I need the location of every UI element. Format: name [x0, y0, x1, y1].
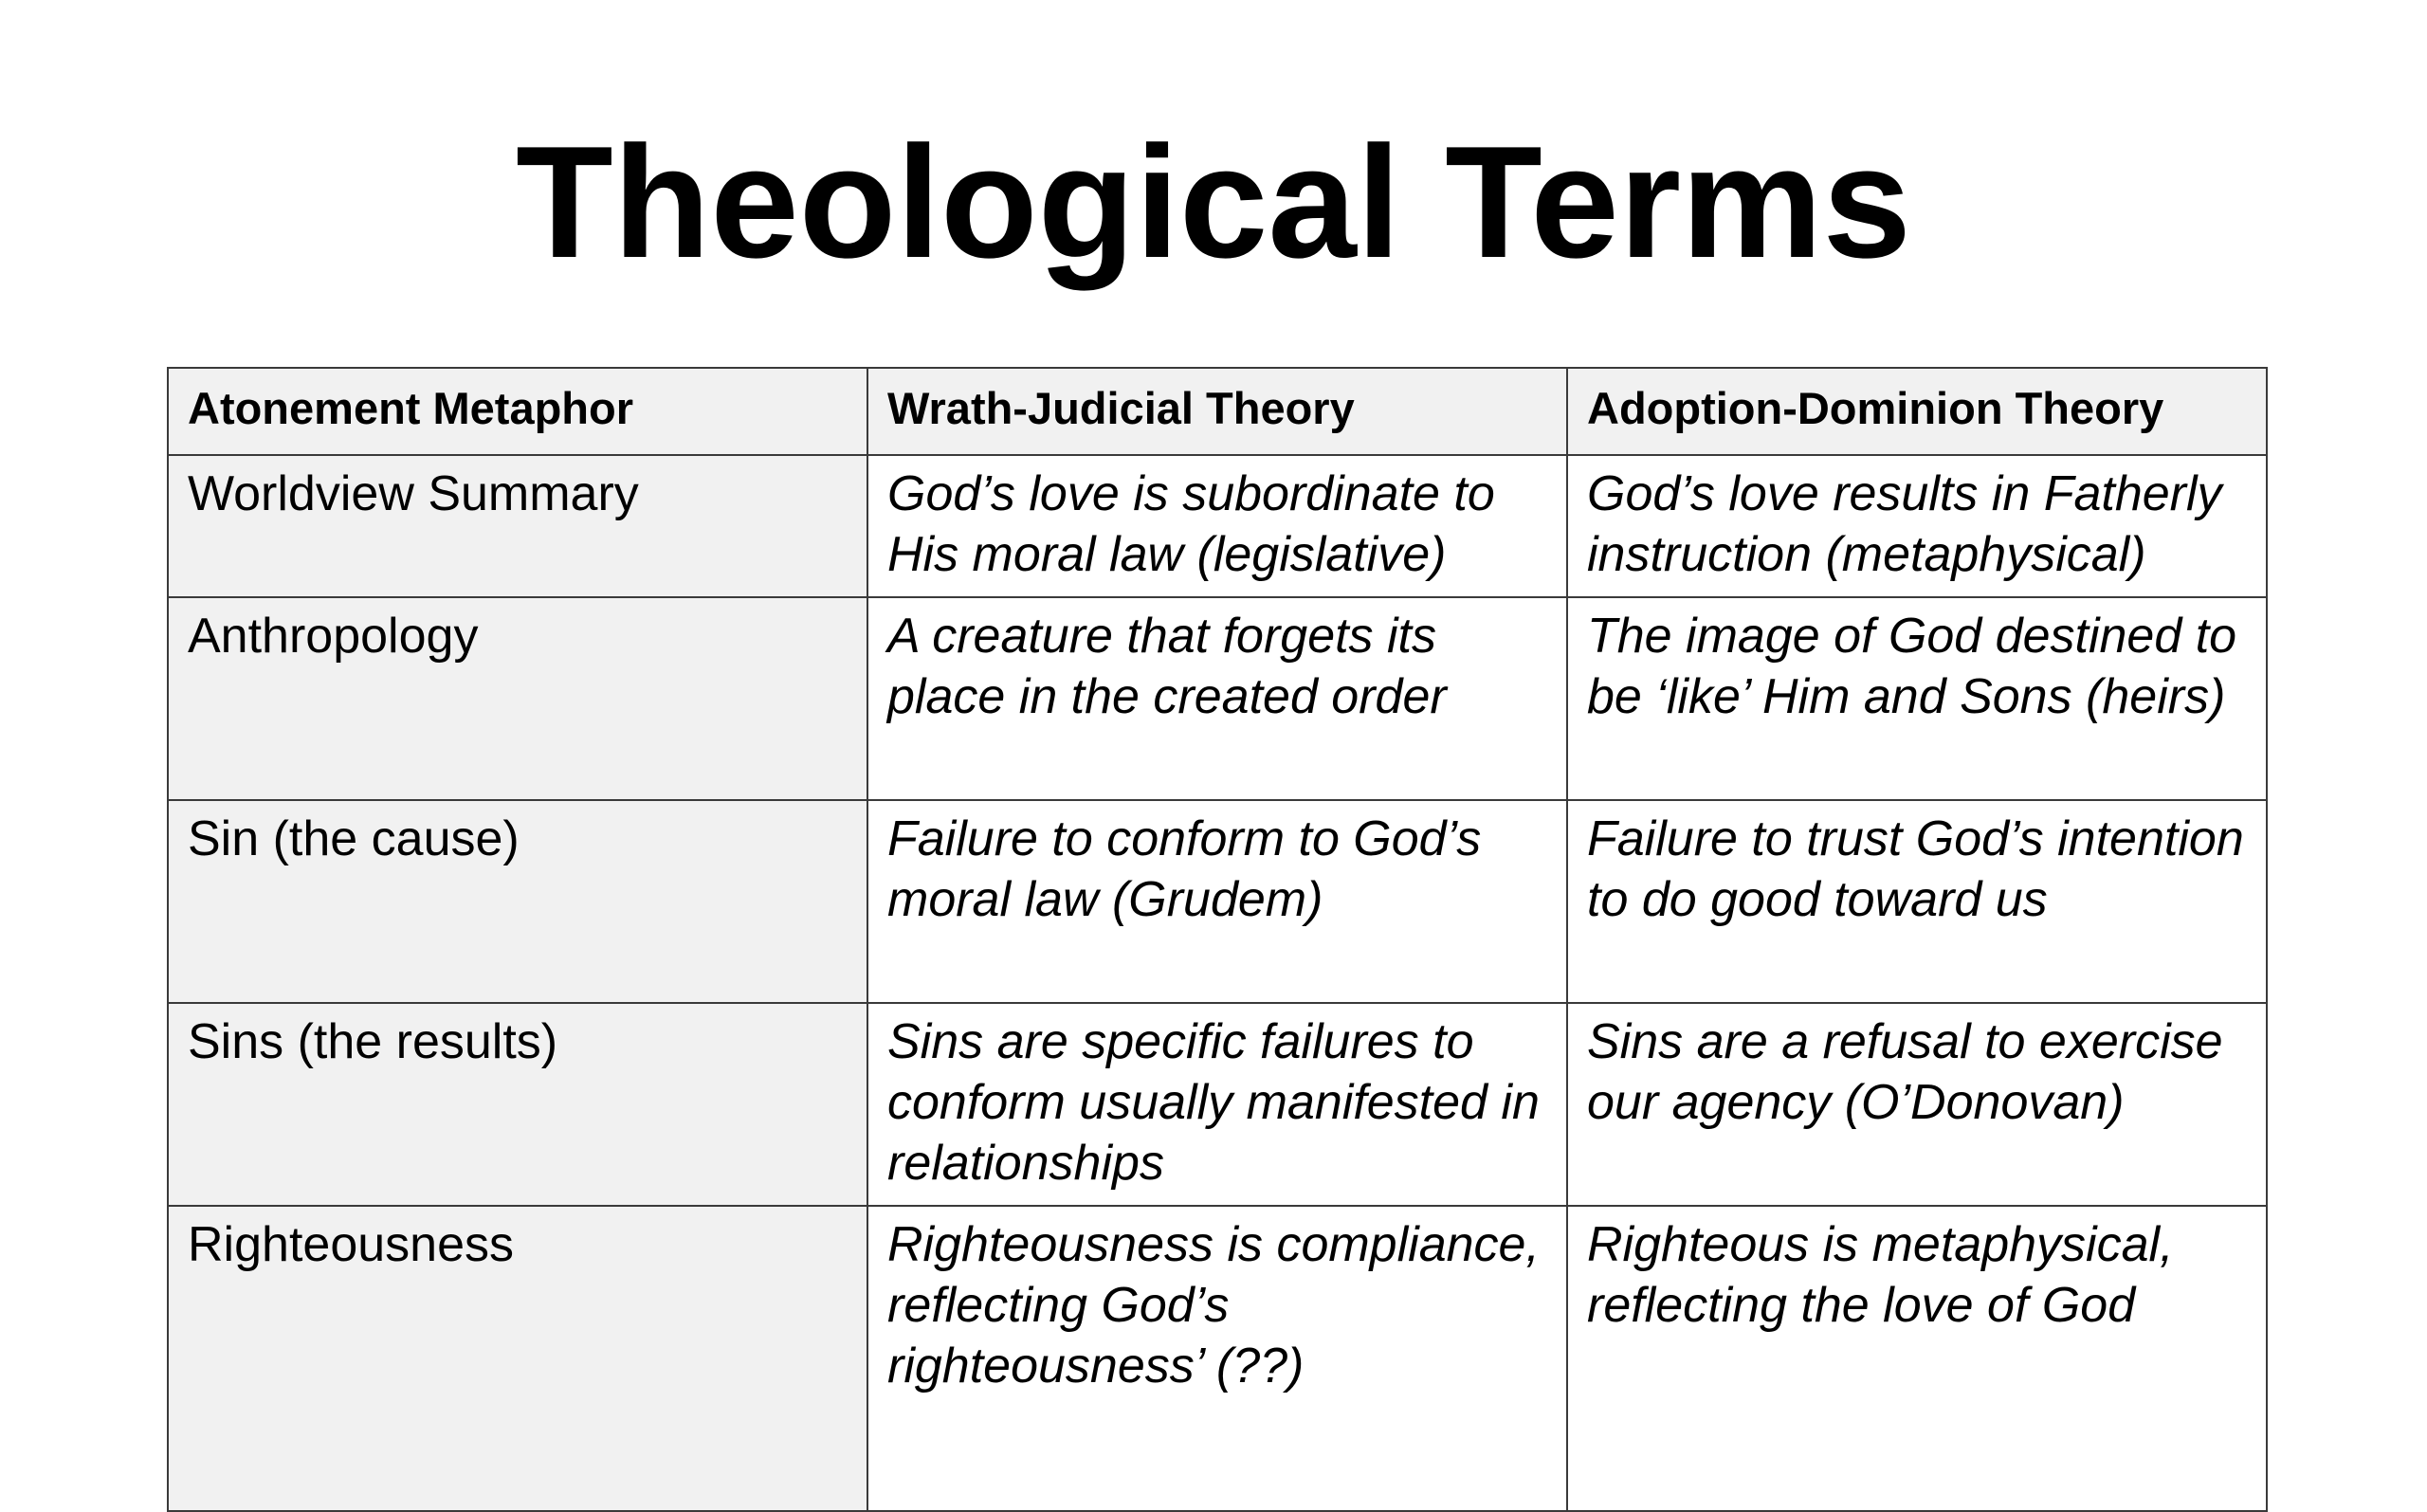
theological-terms-table — [167, 367, 2268, 1512]
wrath-judicial-cell: Righteousness is compliance, reflecting God’s righteousness’ (??) — [867, 1206, 1567, 1511]
row-label-anthropology: Anthropology — [168, 597, 867, 800]
page-title: Theological Terms — [516, 113, 1911, 291]
wrath-judicial-cell: A creature that forgets its place in the created order — [867, 597, 1567, 800]
adoption-dominion-cell: Righteous is metaphysical, reflecting the love of God — [1567, 1206, 2267, 1511]
row-label-sin-cause: Sin (the cause) — [168, 800, 867, 1003]
column-header-atonement-metaphor: Atonement Metaphor — [168, 368, 867, 455]
wrath-judicial-cell: Sins are specific failures to conform usually manifested in relationships — [867, 1003, 1567, 1206]
adoption-dominion-cell: God’s love results in Fatherly instruction (metaphysical) — [1567, 455, 2267, 597]
column-header-wrath-judicial-theory: Wrath-Judicial Theory — [867, 368, 1567, 455]
row-label-worldview-summary: Worldview Summary — [168, 455, 867, 597]
table-row — [168, 1206, 2267, 1511]
wrath-judicial-cell: God’s love is subordinate to His moral law (legislative) — [867, 455, 1567, 597]
row-label-sins-results: Sins (the results) — [168, 1003, 867, 1206]
row-label-righteousness: Righteousness — [168, 1206, 867, 1511]
column-header-adoption-dominion-theory: Adoption-Dominion Theory — [1567, 368, 2267, 455]
table-row — [168, 800, 2267, 1003]
table-row — [168, 455, 2267, 597]
adoption-dominion-cell: The image of God destined to be ‘like’ Him and Sons (heirs) — [1567, 597, 2267, 800]
table-row — [168, 597, 2267, 800]
adoption-dominion-cell: Sins are a refusal to exercise our agency (O’Donovan) — [1567, 1003, 2267, 1206]
table-row — [168, 1003, 2267, 1206]
adoption-dominion-cell: Failure to trust God’s intention to do good toward us — [1567, 800, 2267, 1003]
table-header-row — [168, 368, 2267, 455]
wrath-judicial-cell: Failure to conform to God’s moral law (Grudem) — [867, 800, 1567, 1003]
